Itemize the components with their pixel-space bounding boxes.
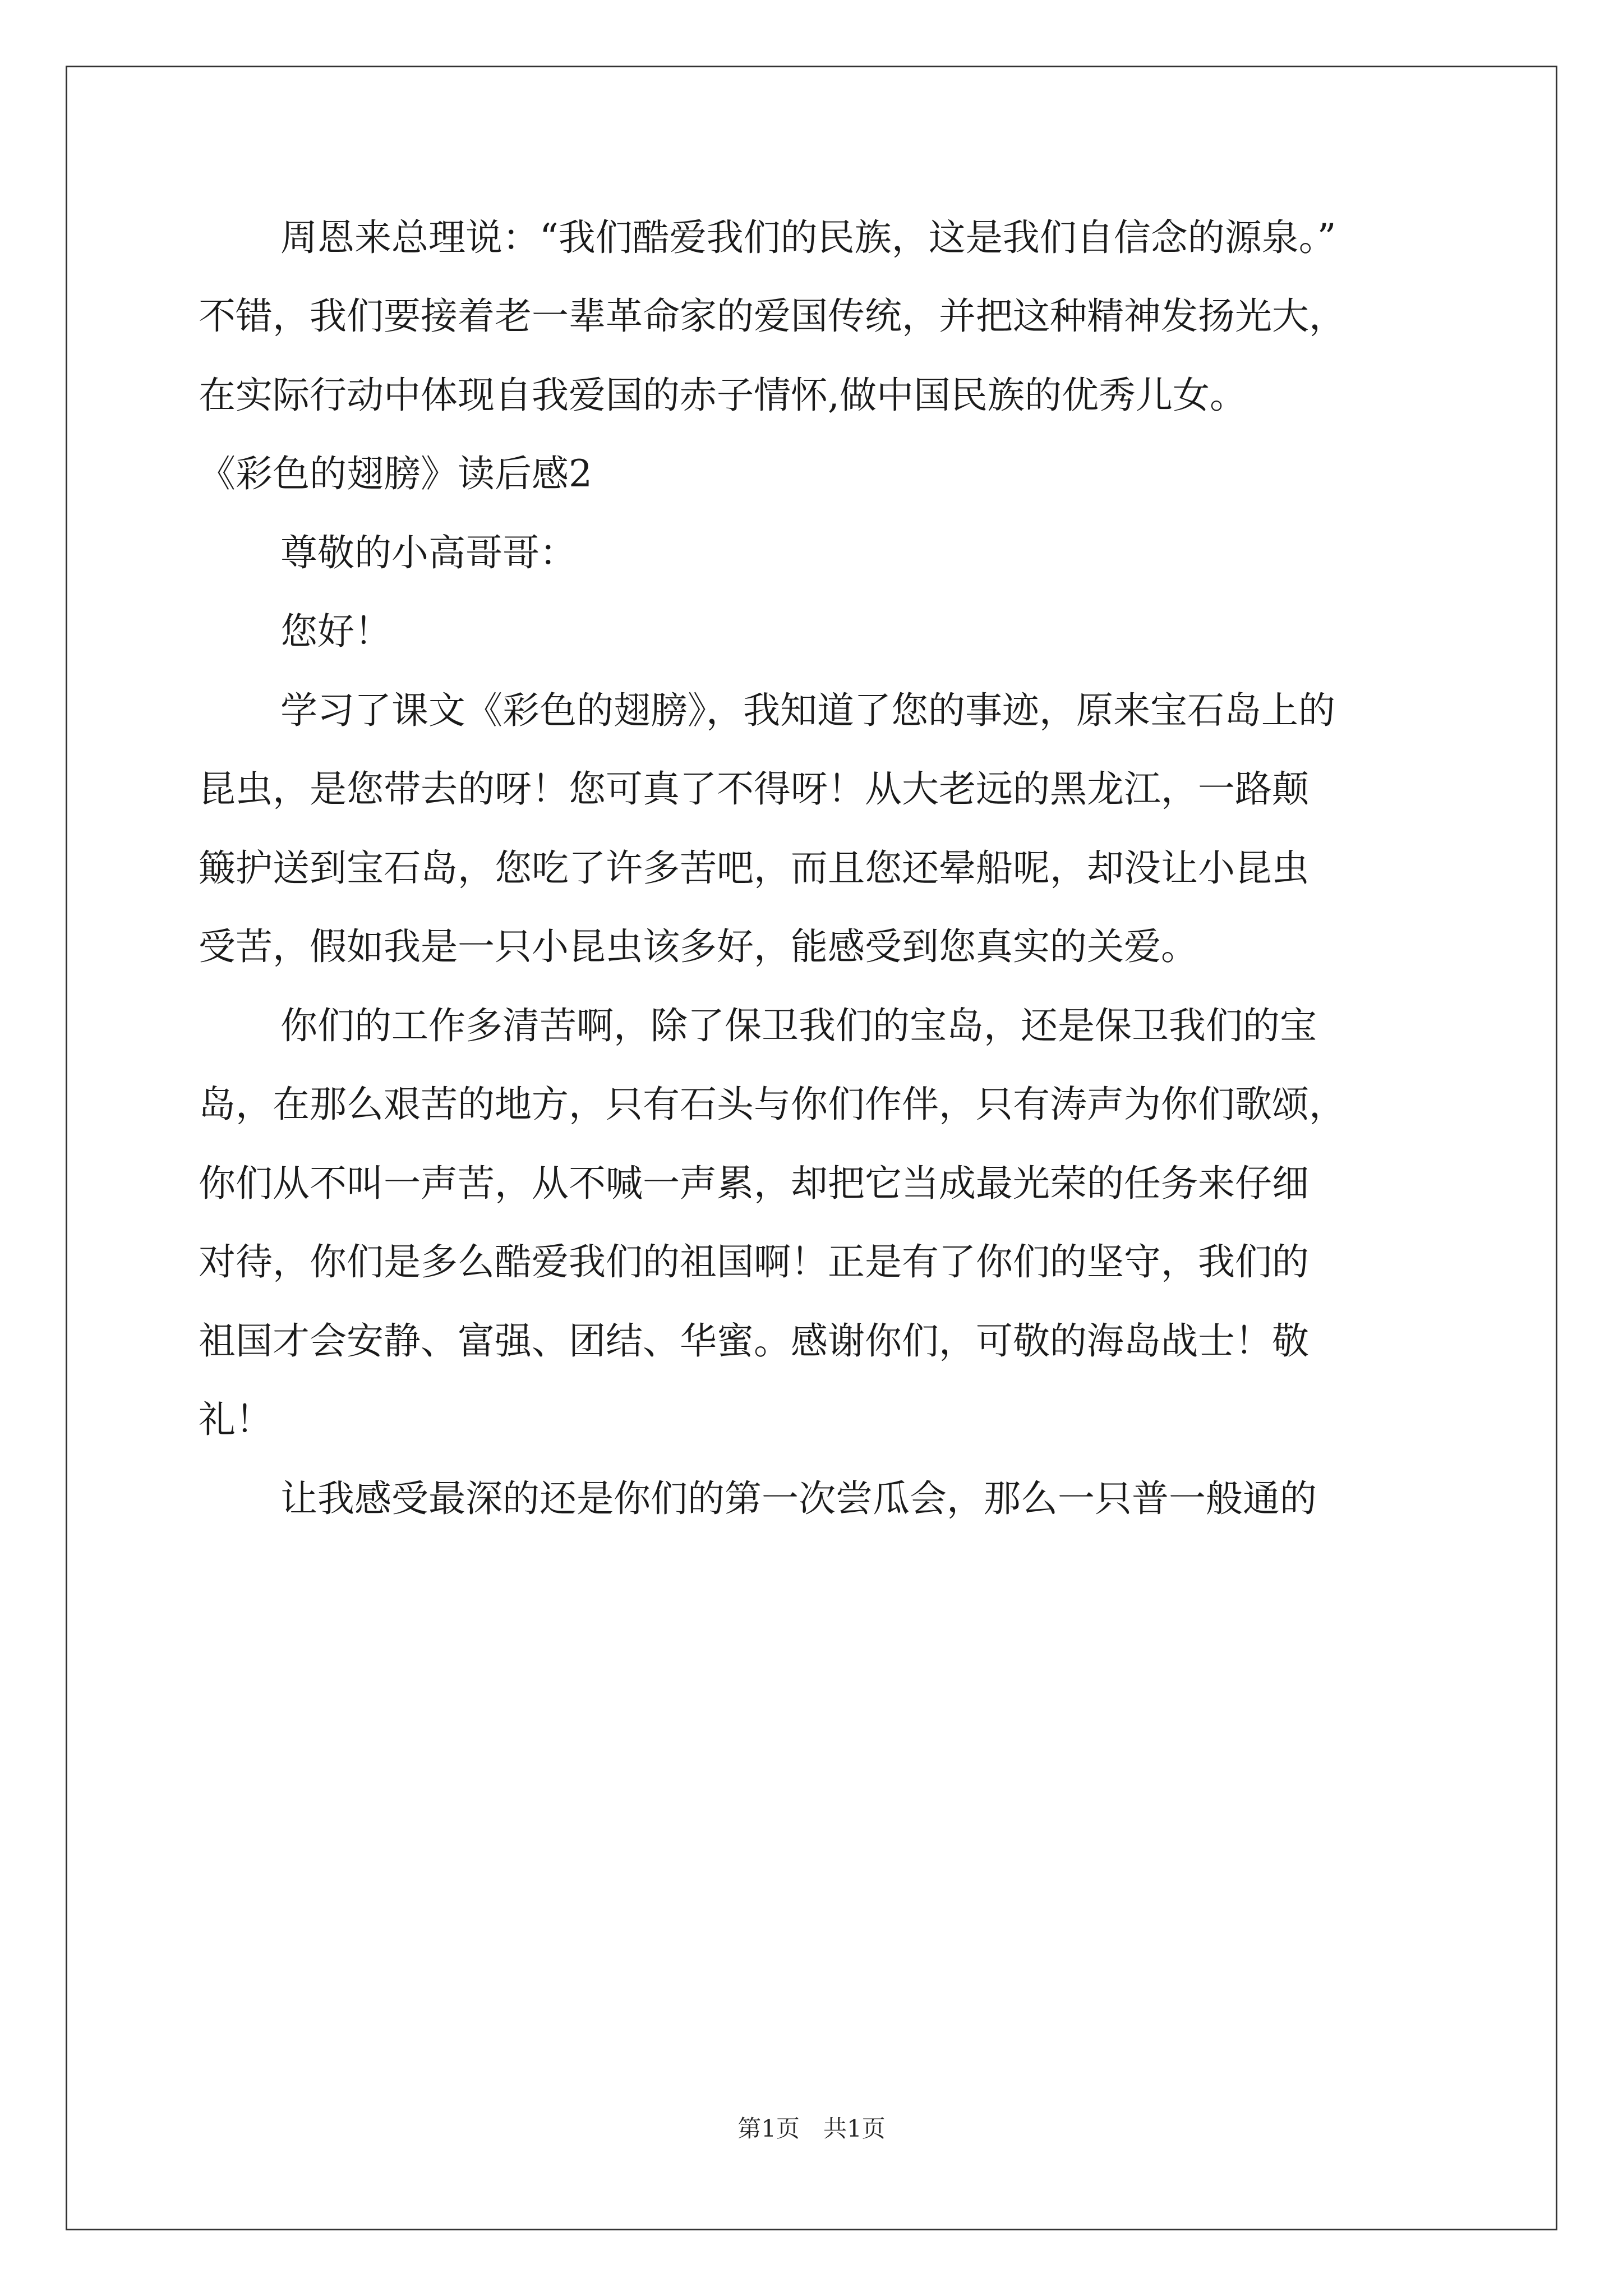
- section-heading: 《彩色的翅膀》读后感2: [199, 452, 592, 495]
- text-line: 在实际行动中体现自我爱国的赤子情怀,做中国民族的优秀儿女。: [199, 374, 1247, 417]
- text-line: 岛，在那么艰苦的地方，只有石头与你们作伴，只有涛声为你们歌颂，: [199, 1083, 1346, 1126]
- greeting: 您好！: [280, 610, 391, 653]
- text-line: 周恩来总理说：“我们酷爱我们的民族，这是我们自信念的源泉。”: [280, 216, 1336, 259]
- text-line: 学习了课文《彩色的翅膀》，我知道了您的事迹，原来宝石岛上的: [280, 689, 1335, 732]
- text-line: 簸护送到宝石岛，您吃了许多苦吧，而且您还晕船呢，却没让小昆虫: [199, 846, 1309, 890]
- text-line: 祖国才会安静、富强、团结、华蜜。感谢你们，可敬的海岛战士！敬: [199, 1319, 1309, 1363]
- text-line: 你们从不叫一声苦，从不喊一声累，却把它当成最光荣的任务来仔细: [199, 1162, 1309, 1205]
- text-line: 不错，我们要接着老一辈革命家的爱国传统，并把这种精神发扬光大，: [199, 295, 1346, 338]
- text-line: 你们的工作多清苦啊，除了保卫我们的宝岛，还是保卫我们的宝: [280, 1004, 1317, 1047]
- text-line: 礼！: [199, 1398, 273, 1441]
- text-line: 让我感受最深的还是你们的第一次尝瓜会，那么一只普一般通的: [280, 1477, 1317, 1520]
- text-line: 昆虫，是您带去的呀！您可真了不得呀！从大老远的黑龙江，一路颠: [199, 767, 1309, 811]
- page-footer: 第1页 共1页: [737, 2115, 886, 2142]
- text-line: 对待，你们是多么酷爱我们的祖国啊！正是有了你们的坚守，我们的: [199, 1240, 1309, 1283]
- salutation: 尊敬的小高哥哥：: [280, 531, 577, 574]
- text-line: 受苦，假如我是一只小昆虫该多好，能感受到您真实的关爱。: [199, 925, 1198, 968]
